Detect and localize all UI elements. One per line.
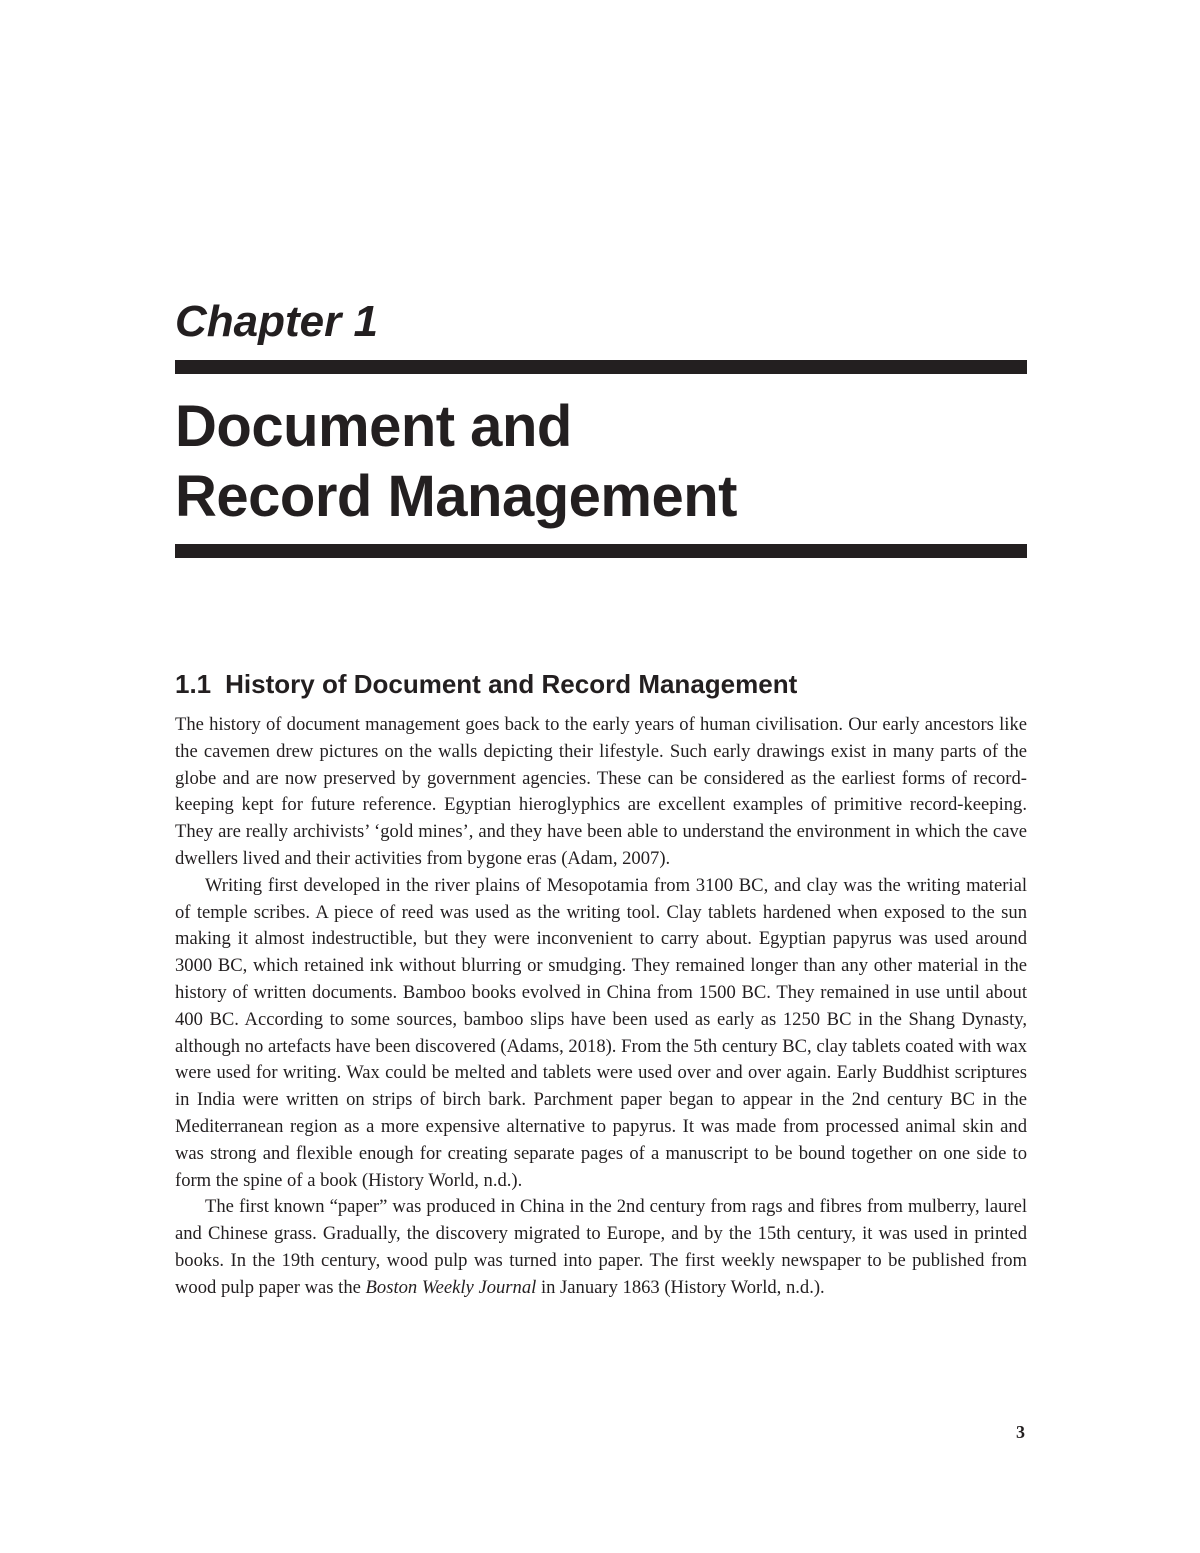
section-number: 1.1 xyxy=(175,669,212,699)
paragraph-3-text-before: The first known “paper” was produced in China in the 2nd century from rags and fibres from mulberry, laurel and Chinese grass. Gradually, the discovery migrated to Europe, and by the 15th century, it was used in printed books. In the 19th century, wood pulp was turned into paper. The first weekly newspaper to be published from wood pulp paper was the xyxy=(175,1196,1027,1298)
paragraph-1: The history of document management goes back to the early years of human civilisation. Our early ancestors like the cavemen drew pictures on the walls depicting their lifestyle. Such early drawings exist in many parts of the globe and are now preserved by government agencies. These can be considered as the earliest forms of record-keeping kept for future reference. Egyptian hieroglyphics are excellent examples of primitive record-keeping. They are really archivists’ ‘gold mines’, and they have been able to understand the environment in which the cave dwellers lived and their activities from bygone eras (Adam, 2007). xyxy=(175,714,1027,869)
body-text xyxy=(175,712,1027,1302)
chapter-rule-bottom xyxy=(175,544,1027,558)
section-title: History of Document and Record Management xyxy=(225,669,798,699)
chapter-title-line-2: Record Management xyxy=(175,464,737,529)
page-number: 3 xyxy=(1016,1422,1025,1442)
chapter-title xyxy=(175,392,737,532)
section-heading xyxy=(175,664,797,704)
chapter-title-line-1: Document and xyxy=(175,394,572,459)
paragraph-3-text-after: in January 1863 (History World, n.d.). xyxy=(536,1276,825,1298)
chapter-rule-top xyxy=(175,360,1027,374)
newspaper-title: Boston Weekly Journal xyxy=(365,1276,537,1298)
chapter-label: Chapter 1 xyxy=(175,297,378,346)
paragraph-2: Writing first developed in the river plains of Mesopotamia from 3100 BC, and clay was the writing material of temple scribes. A piece of reed was used as the writing tool. Clay tablets hardened when exposed to the sun making it almost indestructible, but they were inconvenient to carry about. Egyptian papyrus was used around 3000 BC, which retained ink without blurring or smudging. They remained longer than any other material in the history of written documents. Bamboo books evolved in China from 1500 BC. They remained in use until about 400 BC. According to some sources, bamboo slips have been used as early as 1250 BC in the Shang Dynasty, although no artefacts have been discovered (Adams, 2018). From the 5th century BC, clay tablets coated with wax were used for writing. Wax could be melted and tablets were used over and over again. Early Buddhist scriptures in India were written on strips of birch bark. Parchment paper began to appear in the 2nd century BC in the Mediterranean region as a more expensive alternative to papyrus. It was made from processed animal skin and was strong and flexible enough for creating separate pages of a manuscript to be bound together on one side to form the spine of a book (History World, n.d.). xyxy=(175,874,1027,1191)
paragraph-3 xyxy=(175,1194,1027,1301)
